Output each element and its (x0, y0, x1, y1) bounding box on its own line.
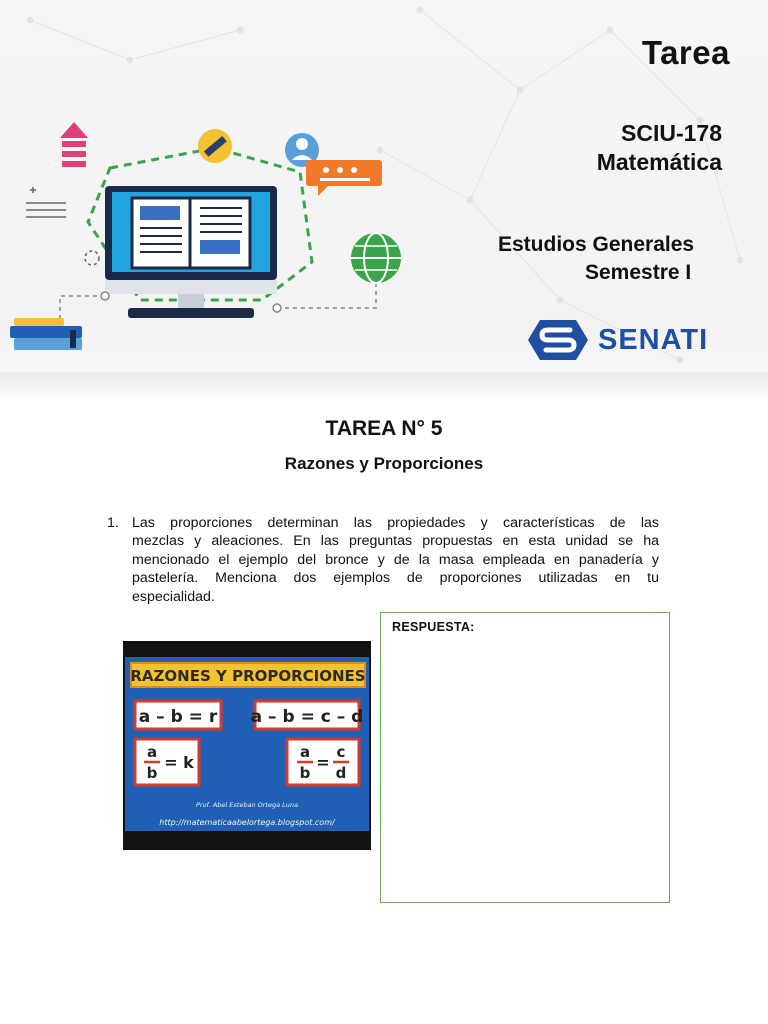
answer-label: RESPUESTA: (392, 620, 475, 634)
ratio-numerator: a (146, 743, 158, 761)
senati-brand-text: SENATI (598, 324, 709, 356)
user-chat-icon (285, 133, 382, 196)
senati-logo-icon (526, 318, 590, 362)
task-subtitle: Razones y Proporciones (284, 454, 484, 473)
ratio-constant: = k (164, 753, 194, 772)
header-shadow (0, 372, 768, 402)
ratio-denominator: b (146, 764, 158, 782)
task-title: TAREA N° 5 (325, 417, 443, 440)
formula-arithmetic-ratio: a – b = r (138, 707, 218, 727)
question-line: mezclas y aleaciones. En las preguntas propuestas en esta unidad se ha (132, 533, 659, 550)
program-name: Estudios Generales (498, 233, 695, 256)
question-line: Las proporciones determinan las propiedades y características de las (132, 515, 659, 531)
image-url: http://matematicaabelortega.blogspot.com/ (159, 818, 335, 827)
document-type-title: Tarea (641, 34, 730, 71)
proportion-a: a (299, 743, 311, 761)
proportion-equals: = (316, 753, 330, 772)
stack-of-books-icon (10, 318, 82, 350)
question-text (132, 514, 659, 606)
pencil-badge-icon (198, 129, 232, 163)
cover-header (0, 0, 768, 392)
question-line: pastelería. Menciona dos ejemplos de proporciones utilizadas en tu (132, 570, 659, 587)
question-line: especialidad. (132, 588, 215, 605)
proportion-b: b (299, 764, 311, 782)
proportion-c: c (336, 743, 346, 761)
course-name: Matemática (596, 149, 722, 175)
proportion-d: d (335, 764, 347, 782)
semester-label: Semestre I (585, 261, 692, 284)
globe-icon (351, 233, 401, 283)
image-author: Prof. Abel Esteban Ortega Luna (195, 801, 299, 809)
upload-arrow-icon (60, 122, 88, 167)
ratios-proportions-image (123, 641, 371, 850)
answer-box[interactable] (380, 612, 670, 903)
course-code: SCIU-178 (621, 120, 722, 146)
formula-arithmetic-proportion: a – b = c – d (250, 707, 364, 727)
open-book-icon (132, 198, 250, 268)
e-learning-illustration (0, 100, 420, 360)
question-item (107, 514, 659, 606)
question-number: 1. (107, 515, 119, 531)
image-banner-text: RAZONES Y PROPORCIONES (130, 667, 366, 685)
question-line: mencionado el ejemplo del bronce y de la masa empleada en panadería y (132, 551, 659, 568)
